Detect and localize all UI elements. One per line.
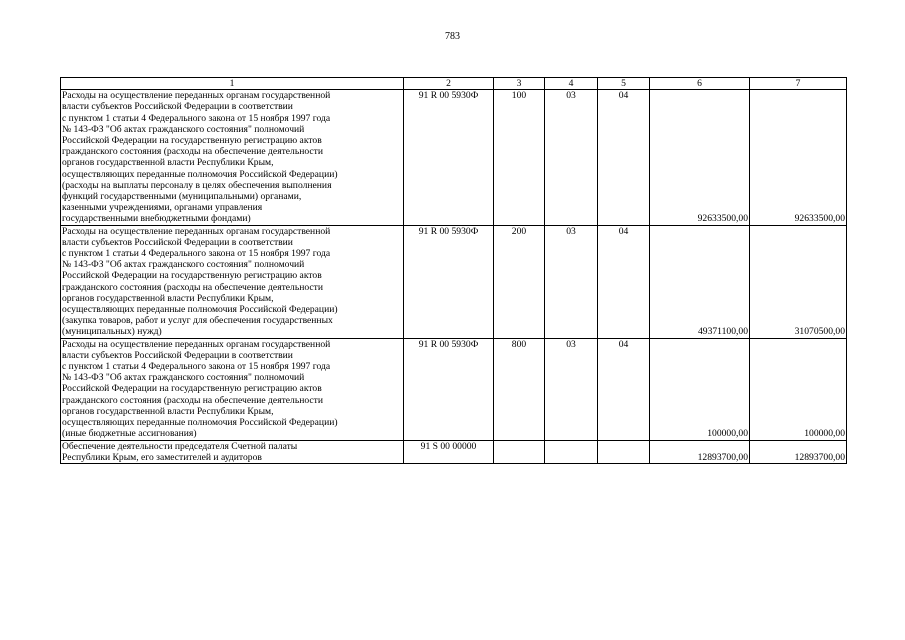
- row-amount-col6: 49371100,00: [650, 225, 750, 338]
- description-line: Расходы на осуществление переданных органам государственной: [62, 90, 331, 102]
- description-line: (муниципальных) нужд): [62, 326, 162, 338]
- table-header-row: [61, 78, 847, 90]
- row-description: [61, 440, 404, 463]
- description-line: власти субъектов Российской Федерации в соответствии: [62, 236, 293, 248]
- row-amount-col6: 12893700,00: [650, 440, 750, 463]
- row-target-code: 91 S 00 00000: [404, 440, 494, 463]
- table-row: [61, 440, 847, 463]
- column-header-7: 7: [750, 78, 847, 90]
- row-target-code: 91 R 00 5930Ф: [404, 225, 494, 338]
- table-row: [61, 90, 847, 225]
- row-expense-type: 100: [494, 90, 545, 225]
- row-section: [545, 440, 598, 463]
- budget-table: [60, 77, 847, 464]
- row-amount-col7: 92633500,00: [750, 90, 847, 225]
- description-line: органов государственной власти Республики Крым,: [62, 405, 274, 417]
- row-subsection: [598, 440, 650, 463]
- description-line: Российской Федерации на государственную регистрацию актов: [62, 135, 322, 147]
- row-section: 03: [545, 90, 598, 225]
- description-line: органов государственной власти Республики Крым,: [62, 292, 274, 304]
- description-line: Расходы на осуществление переданных органам государственной: [62, 338, 331, 350]
- row-description: [61, 225, 404, 338]
- description-line: с пунктом 1 статьи 4 Федерального закона от 15 ноября 1997 года: [62, 112, 331, 124]
- description-line: осуществляющих переданные полномочия Российской Федерации): [62, 417, 338, 429]
- description-line: казенными учреждениями, органами управления: [62, 202, 263, 214]
- row-amount-col7: 31070500,00: [750, 225, 847, 338]
- column-header-6: 6: [650, 78, 750, 90]
- row-description: [61, 90, 404, 225]
- description-line: № 143-ФЗ "Об актах гражданского состояния" полномочий: [62, 123, 305, 135]
- column-header-5: 5: [598, 78, 650, 90]
- row-subsection: 04: [598, 225, 650, 338]
- description-line: государственными внебюджетными фондами): [62, 213, 251, 225]
- page-number: 783: [445, 31, 460, 42]
- row-section: 03: [545, 225, 598, 338]
- row-section: 03: [545, 338, 598, 440]
- description-line: с пунктом 1 статьи 4 Федерального закона от 15 ноября 1997 года: [62, 361, 331, 373]
- row-amount-col7: 12893700,00: [750, 440, 847, 463]
- description-line: осуществляющих переданные полномочия Российской Федерации): [62, 168, 338, 180]
- row-target-code: 91 R 00 5930Ф: [404, 90, 494, 225]
- column-header-2: 2: [404, 78, 494, 90]
- column-header-4: 4: [545, 78, 598, 90]
- row-expense-type: 800: [494, 338, 545, 440]
- table-row: [61, 338, 847, 440]
- description-line: осуществляющих переданные полномочия Российской Федерации): [62, 304, 338, 316]
- description-line: Расходы на осуществление переданных органам государственной: [62, 225, 331, 237]
- description-line: (закупка товаров, работ и услуг для обеспечения государственных: [62, 315, 333, 327]
- description-line: Российской Федерации на государственную регистрацию актов: [62, 270, 322, 282]
- row-amount-col6: 92633500,00: [650, 90, 750, 225]
- description-line: с пунктом 1 статьи 4 Федерального закона от 15 ноября 1997 года: [62, 248, 331, 260]
- description-line: власти субъектов Российской Федерации в соответствии: [62, 349, 293, 361]
- description-line: Российской Федерации на государственную регистрацию актов: [62, 383, 322, 395]
- row-amount-col7: 100000,00: [750, 338, 847, 440]
- column-header-3: 3: [494, 78, 545, 90]
- description-line: Республики Крым, его заместителей и аудиторов: [62, 451, 262, 463]
- description-line: (расходы на выплаты персоналу в целях обеспечения выполнения: [62, 179, 332, 191]
- description-line: власти субъектов Российской Федерации в соответствии: [62, 101, 293, 113]
- description-line: гражданского состояния (расходы на обеспечение деятельности: [62, 281, 323, 293]
- description-line: № 143-ФЗ "Об актах гражданского состояния" полномочий: [62, 372, 305, 384]
- row-subsection: 04: [598, 90, 650, 225]
- description-line: функций государственными (муниципальными) органами,: [62, 191, 302, 203]
- table-row: [61, 225, 847, 338]
- row-expense-type: 200: [494, 225, 545, 338]
- description-line: (иные бюджетные ассигнования): [62, 428, 197, 440]
- row-subsection: 04: [598, 338, 650, 440]
- row-amount-col6: 100000,00: [650, 338, 750, 440]
- description-line: органов государственной власти Республики Крым,: [62, 157, 274, 169]
- description-line: гражданского состояния (расходы на обеспечение деятельности: [62, 394, 323, 406]
- column-header-1: 1: [61, 78, 404, 90]
- row-target-code: 91 R 00 5930Ф: [404, 338, 494, 440]
- description-line: № 143-ФЗ "Об актах гражданского состояния" полномочий: [62, 259, 305, 271]
- row-description: [61, 338, 404, 440]
- description-line: гражданского состояния (расходы на обеспечение деятельности: [62, 146, 323, 158]
- row-expense-type: [494, 440, 545, 463]
- description-line: Обеспечение деятельности председателя Счетной палаты: [62, 440, 298, 452]
